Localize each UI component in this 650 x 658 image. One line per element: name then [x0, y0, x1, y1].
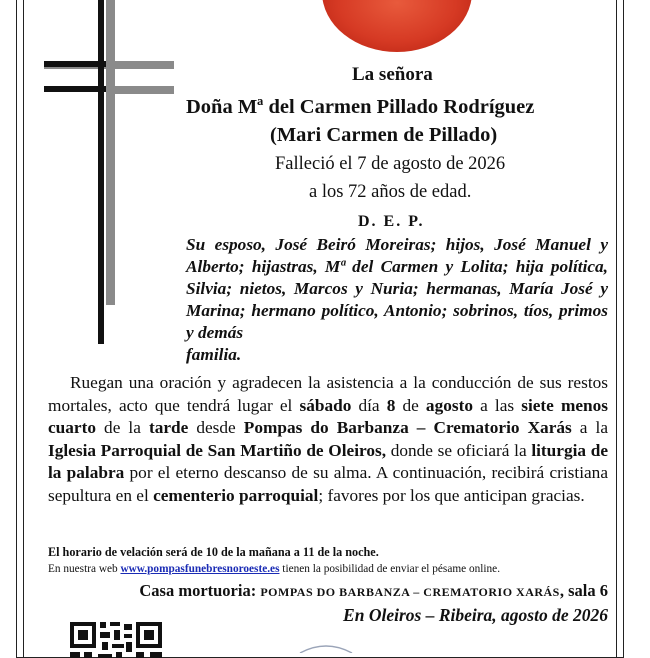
wake-hours: El horario de velación será de 10 de la mañana a 11 de la noche.	[48, 545, 379, 559]
funeral-home-logo-icon	[296, 643, 356, 653]
qr-code-icon[interactable]	[70, 618, 162, 658]
deceased-alias: (Mari Carmen de Pillado)	[270, 124, 498, 146]
website-link[interactable]: www.pompasfunebresnoroeste.es	[120, 563, 280, 575]
age-line: a los 72 años de edad.	[309, 182, 472, 202]
deceased-name: Doña Mª del Carmen Pillado Rodríguez	[186, 96, 535, 118]
funeral-home-line: Casa mortuoria: POMPAS DO BARBANZA – CREMATORIO XARÁS, sala 6	[139, 581, 608, 600]
ceremony-paragraph: Ruegan una oración y agradecen la asistencia a la conducción de sus restos mortales, acto que tendrá lugar el sábado día 8 de agosto a las siete menos cuarto de la tarde desde Pompas do Barbanza – Crematorio Xarás a la Iglesia Parroquial de San Martiño de Oleiros, donde se oficiará la liturgia de la palabra por el eterno descanso de su alma. A continuación, recibirá cristiana sepultura en el cementerio parroquial; favores por los que anticipan gracias.	[48, 373, 609, 505]
family-list-end: familia.	[186, 345, 242, 364]
honorific: La señora	[352, 64, 433, 85]
place-date: En Oleiros – Ribeira, agosto de 2026	[343, 605, 608, 625]
death-date: Falleció el 7 de agosto de 2026	[275, 154, 506, 174]
web-line: En nuestra web www.pompasfunebresnoroeste.es tienen la posibilidad de enviar el pésame online.	[48, 563, 501, 575]
rip-line: D. E. P.	[358, 213, 425, 230]
family-list: Su esposo, José Beiró Moreiras; hijos, José Manuel y Alberto; hijastras, Mª del Carmen y Lolita; hija política, Silvia; nietos, Marcos y Nuria; hermanas, María José y Marina; hermano político, Antonio; sobrinos, tíos, primos y demás	[186, 235, 608, 342]
cross-icon	[40, 0, 180, 350]
